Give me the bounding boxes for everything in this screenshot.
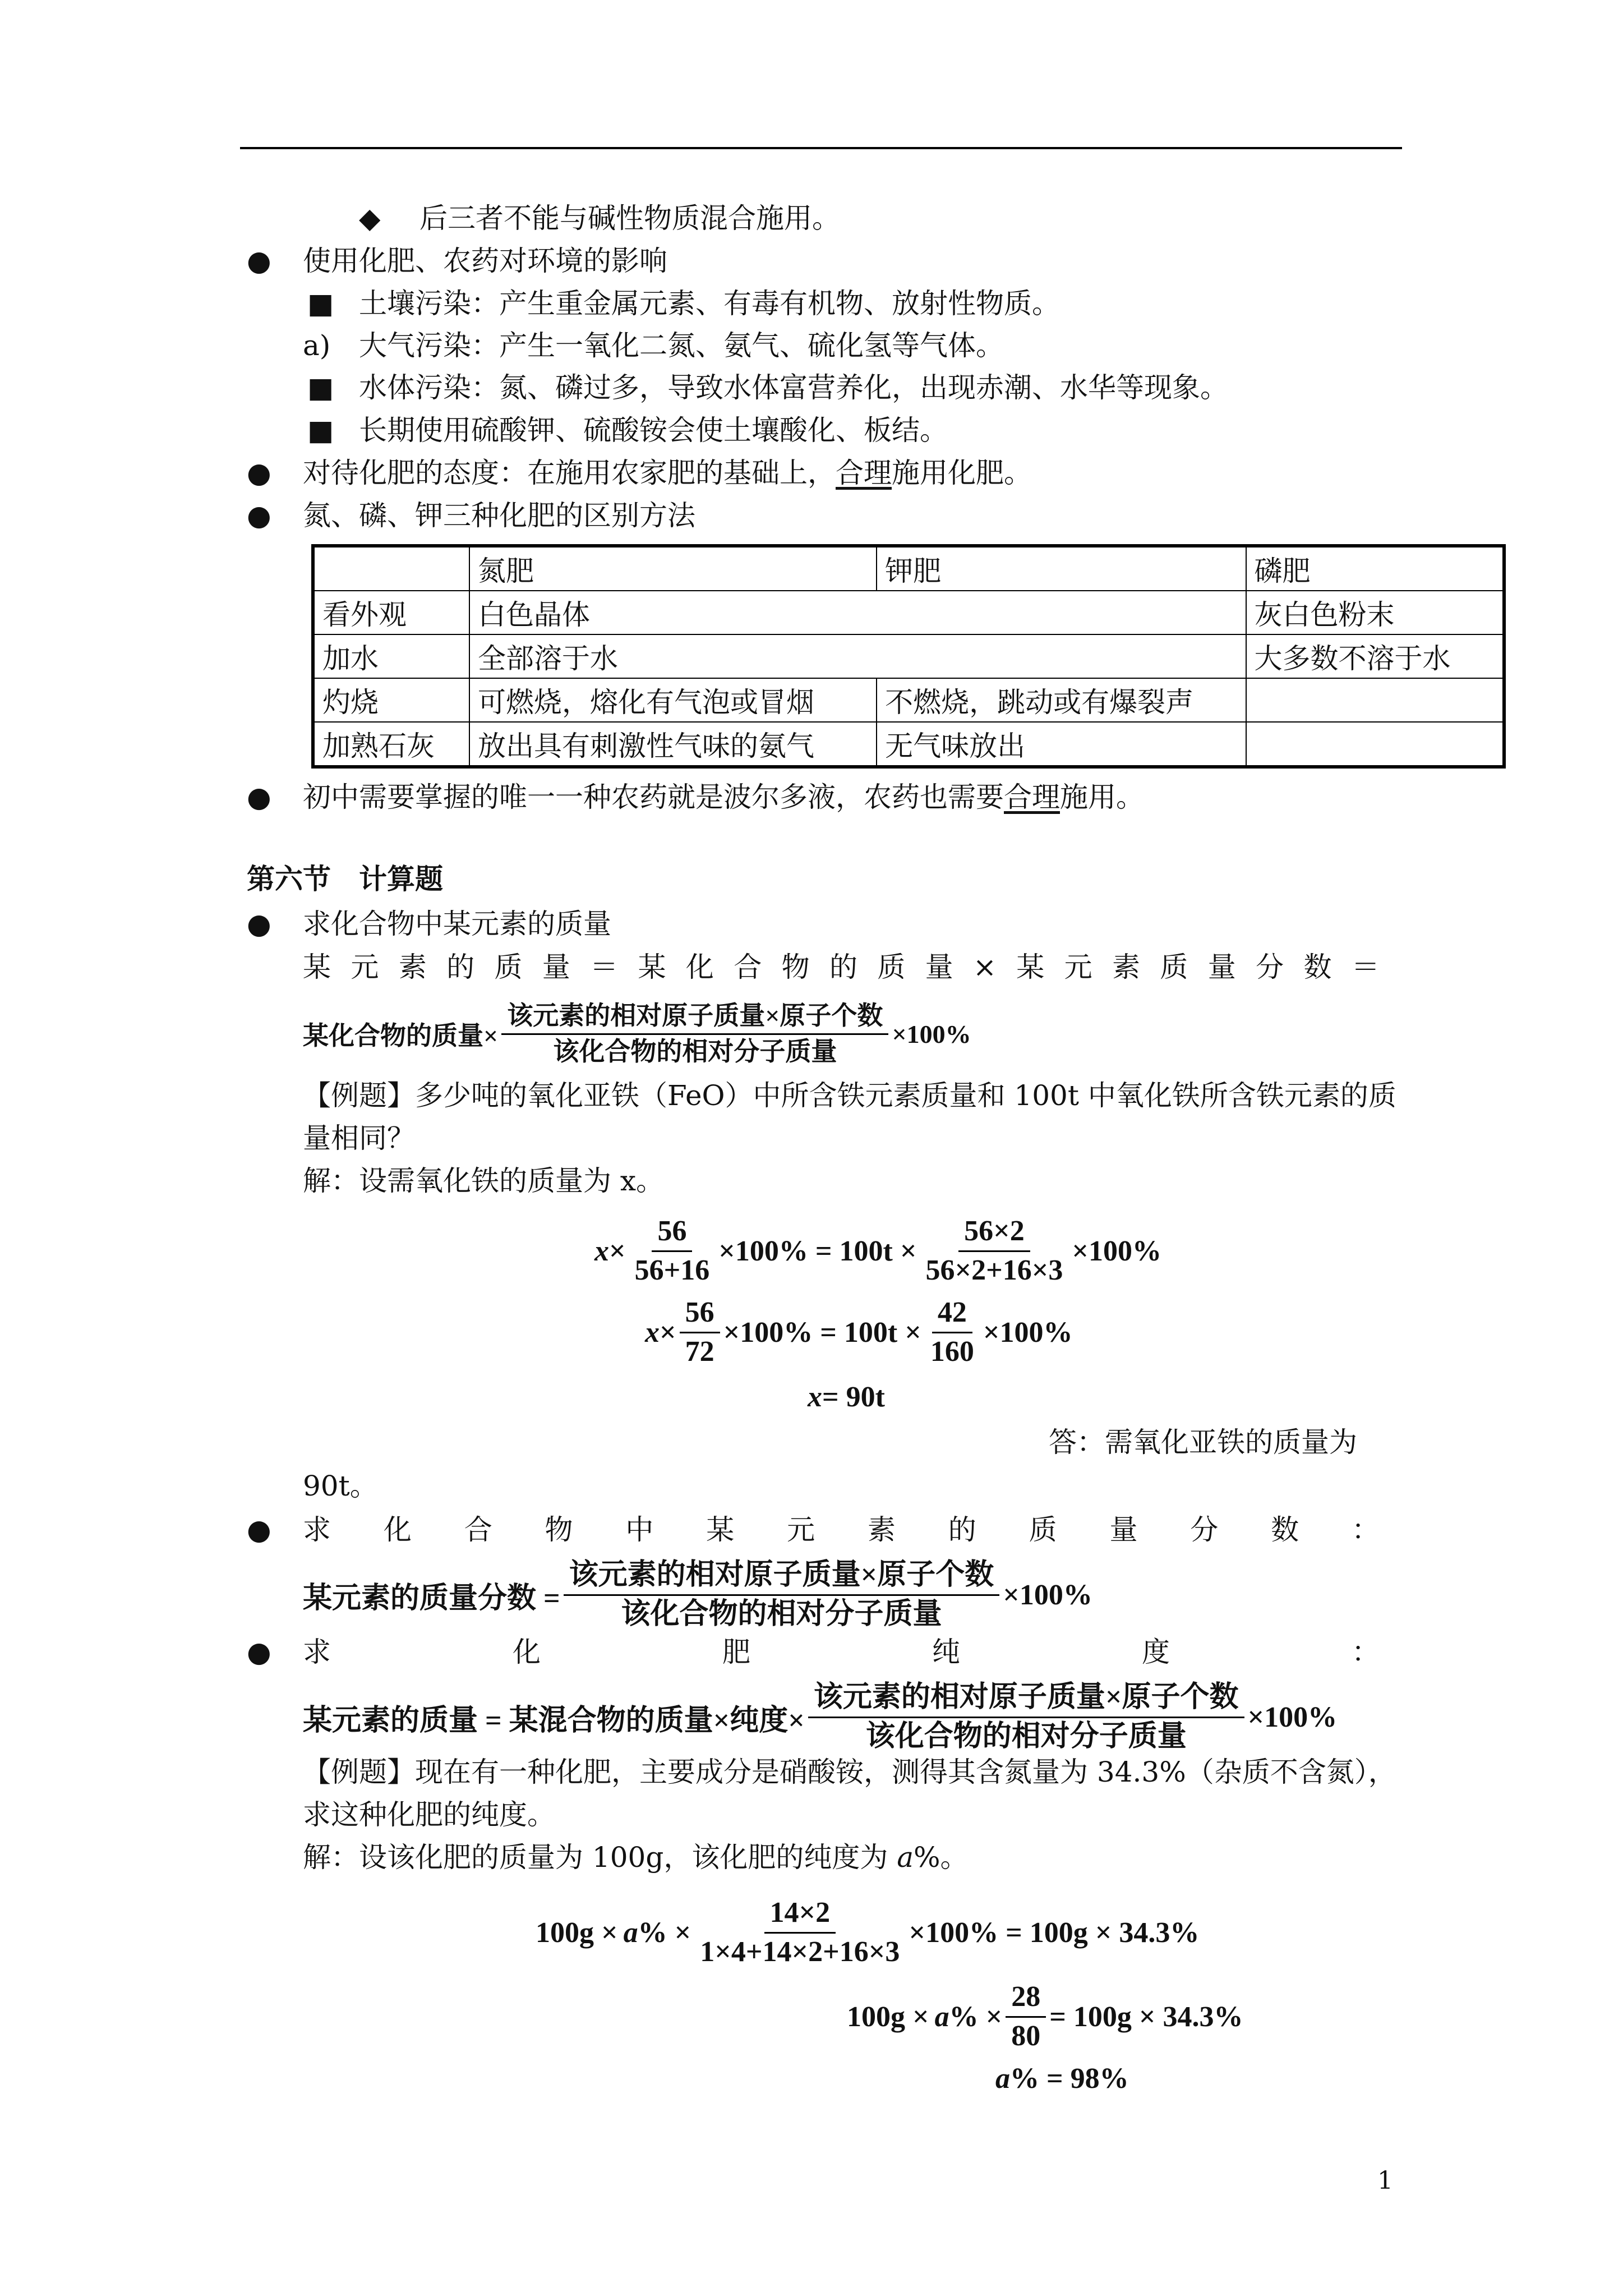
list-item: 水体污染：氮、磷过多，导致水体富营养化，出现赤潮、水华等现象。 <box>359 371 1228 404</box>
underlined-text: 合理 <box>1004 781 1060 813</box>
equation-6 <box>995 2059 1129 2098</box>
definition-line <box>303 950 1380 984</box>
spaced-char: 某 <box>706 1513 735 1546</box>
equation-text: 100g × <box>536 1916 618 1949</box>
fraction-denominator: 56×2+16×3 <box>925 1254 1063 1286</box>
table-header-cell: 磷肥 <box>1246 546 1504 591</box>
spaced-char: 中 <box>625 1513 654 1546</box>
formula-element-mass <box>303 992 971 1076</box>
equation-4 <box>536 1888 1199 1977</box>
text-span: 解：设该化肥的质量为 100g，该化肥的纯度为 <box>303 1841 897 1874</box>
variable-a: a <box>934 2000 949 2033</box>
equation-2 <box>645 1290 1073 1374</box>
fraction <box>680 1297 720 1367</box>
dot-bullet-icon: ● <box>247 908 271 940</box>
spaced-char: 合 <box>734 951 762 983</box>
fraction-numerator: 56 <box>652 1216 692 1252</box>
spaced-char: 求 <box>303 1513 331 1546</box>
table-cell <box>1246 678 1504 722</box>
table-cell: 放出具有刺激性气味的氨气 <box>469 722 877 767</box>
equation-text: = 90t <box>822 1381 885 1413</box>
spaced-char: ： <box>1352 1636 1380 1668</box>
equation-text: % × <box>638 1916 691 1949</box>
list-item: 土壤污染：产生重金属元素、有毒有机物、放射性物质。 <box>359 287 1060 320</box>
dot-bullet-icon: ● <box>247 457 271 489</box>
formula-tail: ×100% <box>1003 1579 1092 1611</box>
spaced-char: 分 <box>1256 951 1284 983</box>
table-cell: 灰白色粉末 <box>1246 591 1504 634</box>
fraction <box>629 1216 716 1286</box>
fraction-numerator: 56 <box>680 1297 720 1333</box>
list-item: 大气污染：产生一氧化二氮、氨气、硫化氢等气体。 <box>359 329 1004 362</box>
fraction-denominator: 80 <box>1011 2019 1041 2052</box>
text-span: 对待化肥的态度：在施用农家肥的基础上， <box>303 457 836 489</box>
formula-tail: ×100% <box>892 1019 971 1048</box>
spaced-char: 量 <box>925 951 953 983</box>
fraction-numerator: 该元素的相对原子质量×原子个数 <box>564 1560 1000 1596</box>
fraction-denominator: 160 <box>930 1335 974 1368</box>
spaced-char: 求 <box>303 1636 331 1668</box>
table-header-cell: 钾肥 <box>877 546 1246 591</box>
equation-1 <box>594 1206 1161 1296</box>
formula-mass-fraction <box>303 1553 1092 1637</box>
list-item: 氮、磷、钾三种化肥的区别方法 <box>303 499 695 532</box>
list-item: 使用化肥、农药对环境的影响 <box>303 245 667 277</box>
table-cell: 加熟石灰 <box>313 722 469 767</box>
square-bullet-icon: ■ <box>307 287 334 320</box>
fraction <box>694 1898 905 1967</box>
spaced-char: 的 <box>948 1513 976 1546</box>
table-header-row <box>313 546 1504 591</box>
header-rule <box>240 147 1402 149</box>
section-title: 第六节 计算题 <box>247 863 443 895</box>
spaced-char: 某 <box>1016 951 1045 983</box>
list-item <box>303 1635 1380 1669</box>
fraction-numerator: 56×2 <box>958 1216 1030 1252</box>
table-header-cell: 氮肥 <box>469 546 877 591</box>
spaced-char: 数 <box>1303 951 1332 983</box>
fraction-numerator: 42 <box>932 1297 972 1333</box>
variable-x: x <box>645 1316 660 1349</box>
equation-text: = 100g × 34.3% <box>1049 2000 1243 2033</box>
table-cell: 全部溶于水 <box>469 634 1246 678</box>
spaced-char: 化 <box>513 1636 541 1668</box>
spaced-char: 化 <box>383 1513 412 1546</box>
equation-text: ×100% = 100g × 34.3% <box>909 1916 1200 1949</box>
variable-x: x <box>594 1235 609 1267</box>
variable-a: a <box>897 1841 914 1874</box>
fraction <box>564 1560 1000 1630</box>
underlined-text: 合理 <box>836 457 892 489</box>
spaced-char: 量 <box>542 951 570 983</box>
equation-text: 100g × <box>847 2000 929 2033</box>
dot-bullet-icon: ● <box>247 781 271 813</box>
solution-text <box>303 1840 969 1875</box>
spaced-char: 分 <box>1190 1513 1219 1546</box>
table-row <box>313 678 1504 722</box>
text-span: %。 <box>914 1841 969 1874</box>
table-cell: 灼烧 <box>313 678 469 722</box>
list-item: 长期使用硫酸钾、硫酸铵会使土壤酸化、板结。 <box>359 414 948 447</box>
formula-lhs: 某元素的质量 = 某混合物的质量×纯度× <box>303 1704 805 1737</box>
fraction-denominator: 72 <box>685 1335 714 1368</box>
spaced-char: 量 <box>1109 1513 1138 1546</box>
fraction <box>920 1216 1069 1286</box>
spaced-char: × <box>973 951 997 983</box>
square-bullet-icon: ■ <box>307 371 334 404</box>
text-span: 施用化肥。 <box>892 457 1032 489</box>
spaced-char: 元 <box>787 1513 815 1546</box>
example-text: 求这种化肥的纯度。 <box>303 1798 555 1831</box>
text-span: 初中需要掌握的唯一一种农药就是波尔多液，农药也需要 <box>303 781 1004 813</box>
fraction-denominator: 56+16 <box>634 1254 710 1286</box>
example-text: 量相同？ <box>303 1122 415 1154</box>
fraction <box>925 1297 980 1367</box>
table-cell: 无气味放出 <box>877 722 1246 767</box>
spaced-char: 物 <box>545 1513 573 1546</box>
equation-text: ×100% = 100t × <box>723 1316 921 1349</box>
dot-bullet-icon: ● <box>247 499 271 532</box>
dot-bullet-icon: ● <box>247 245 271 277</box>
spaced-char: 质 <box>494 951 523 983</box>
dot-bullet-icon: ● <box>247 1513 271 1546</box>
spaced-char: 素 <box>398 951 427 983</box>
table-cell: 大多数不溶于水 <box>1246 634 1504 678</box>
variable-a: a <box>995 2062 1010 2095</box>
dot-bullet-icon: ● <box>247 1636 271 1668</box>
spaced-char: 量 <box>1207 951 1236 983</box>
spaced-char: 纯 <box>932 1636 960 1668</box>
spaced-char: 元 <box>1064 951 1092 983</box>
list-item: 后三者不能与碱性物质混合施用。 <box>419 202 840 234</box>
spaced-char: 某 <box>638 951 666 983</box>
example-text: 【例题】现在有一种化肥，主要成分是硝酸铵，测得其含氮量为 34.3%（杂质不含氮）， <box>303 1756 1396 1788</box>
solution-text: 解：设需氧化铁的质量为 x。 <box>303 1165 665 1197</box>
table-row <box>313 722 1504 767</box>
equation-text: ×100% = 100t × <box>718 1235 917 1267</box>
spaced-char: 物 <box>781 951 810 983</box>
fertilizer-table <box>311 544 1506 769</box>
list-item <box>303 1512 1380 1547</box>
formula-purity <box>303 1675 1337 1759</box>
fraction-denominator: 1×4+14×2+16×3 <box>700 1935 900 1968</box>
equation-text: % = 98% <box>1010 2062 1129 2095</box>
equation-5 <box>847 1975 1243 2059</box>
table-cell: 不燃烧，跳动或有爆裂声 <box>877 678 1246 722</box>
equation-text: ×100% <box>983 1316 1073 1349</box>
equation-3 <box>808 1377 885 1416</box>
table-row <box>313 634 1504 678</box>
table-cell: 加水 <box>313 634 469 678</box>
spaced-char: ＝ <box>590 951 619 983</box>
table-row <box>313 591 1504 634</box>
spaced-char: 质 <box>877 951 906 983</box>
formula-lhs: 某化合物的质量× <box>303 1022 499 1050</box>
fraction-numerator: 28 <box>1006 1982 1046 2018</box>
operator: × <box>660 1316 676 1349</box>
list-item: 求化合物中某元素的质量 <box>303 908 611 940</box>
spaced-char: 质 <box>1029 1513 1057 1546</box>
fraction <box>501 1002 888 1065</box>
spaced-char: 素 <box>1112 951 1141 983</box>
variable-x: x <box>808 1381 822 1413</box>
fraction <box>1006 1982 1046 2051</box>
fraction-numerator: 该元素的相对原子质量×原子个数 <box>501 1002 888 1034</box>
formula-lhs: 某元素的质量分数 = <box>303 1582 560 1614</box>
fraction-numerator: 14×2 <box>764 1898 836 1934</box>
formula-tail: ×100% <box>1247 1701 1338 1733</box>
spaced-char: 元 <box>351 951 379 983</box>
table-cell: 白色晶体 <box>469 591 1246 634</box>
fraction-denominator: 该化合物的相对分子质量 <box>865 1720 1187 1752</box>
spaced-char: 肥 <box>722 1636 750 1668</box>
page-number: 1 <box>1377 2166 1393 2195</box>
spaced-char: 质 <box>1160 951 1188 983</box>
fraction-denominator: 该化合物的相对分子质量 <box>621 1598 942 1630</box>
list-marker: a) <box>303 329 331 362</box>
text-span: 施用。 <box>1060 781 1144 813</box>
fraction-numerator: 该元素的相对原子质量×原子个数 <box>808 1682 1244 1718</box>
spaced-char: 合 <box>464 1513 492 1546</box>
spaced-char: ： <box>1351 1513 1380 1546</box>
table-cell: 可燃烧，熔化有气泡或冒烟 <box>469 678 877 722</box>
spaced-char: 的 <box>446 951 475 983</box>
spaced-char: ＝ <box>1351 951 1380 983</box>
diamond-bullet-icon: ◆ <box>359 202 381 234</box>
spaced-char: 数 <box>1271 1513 1299 1546</box>
table-header-cell <box>313 546 469 591</box>
table-cell <box>1246 722 1504 767</box>
answer-text: 答：需氧化亚铁的质量为 <box>1049 1426 1357 1458</box>
operator: × <box>609 1235 626 1267</box>
answer-text: 90t。 <box>303 1470 378 1502</box>
list-item <box>303 780 1144 815</box>
equation-text: % × <box>949 2000 1003 2033</box>
list-item <box>303 455 1032 490</box>
table-cell: 看外观 <box>313 591 469 634</box>
spaced-char: 素 <box>867 1513 896 1546</box>
equation-text: ×100% <box>1072 1235 1162 1267</box>
spaced-char: 度 <box>1142 1636 1170 1668</box>
spaced-char: 的 <box>829 951 857 983</box>
variable-a: a <box>623 1916 638 1949</box>
spaced-char: 某 <box>303 951 331 983</box>
fraction-denominator: 该化合物的相对分子质量 <box>553 1037 837 1066</box>
fraction <box>808 1682 1244 1752</box>
square-bullet-icon: ■ <box>307 414 334 447</box>
spaced-char: 化 <box>685 951 714 983</box>
example-text: 【例题】多少吨的氧化亚铁（FeO）中所含铁元素质量和 100t 中氧化铁所含铁元素的质 <box>303 1079 1396 1112</box>
